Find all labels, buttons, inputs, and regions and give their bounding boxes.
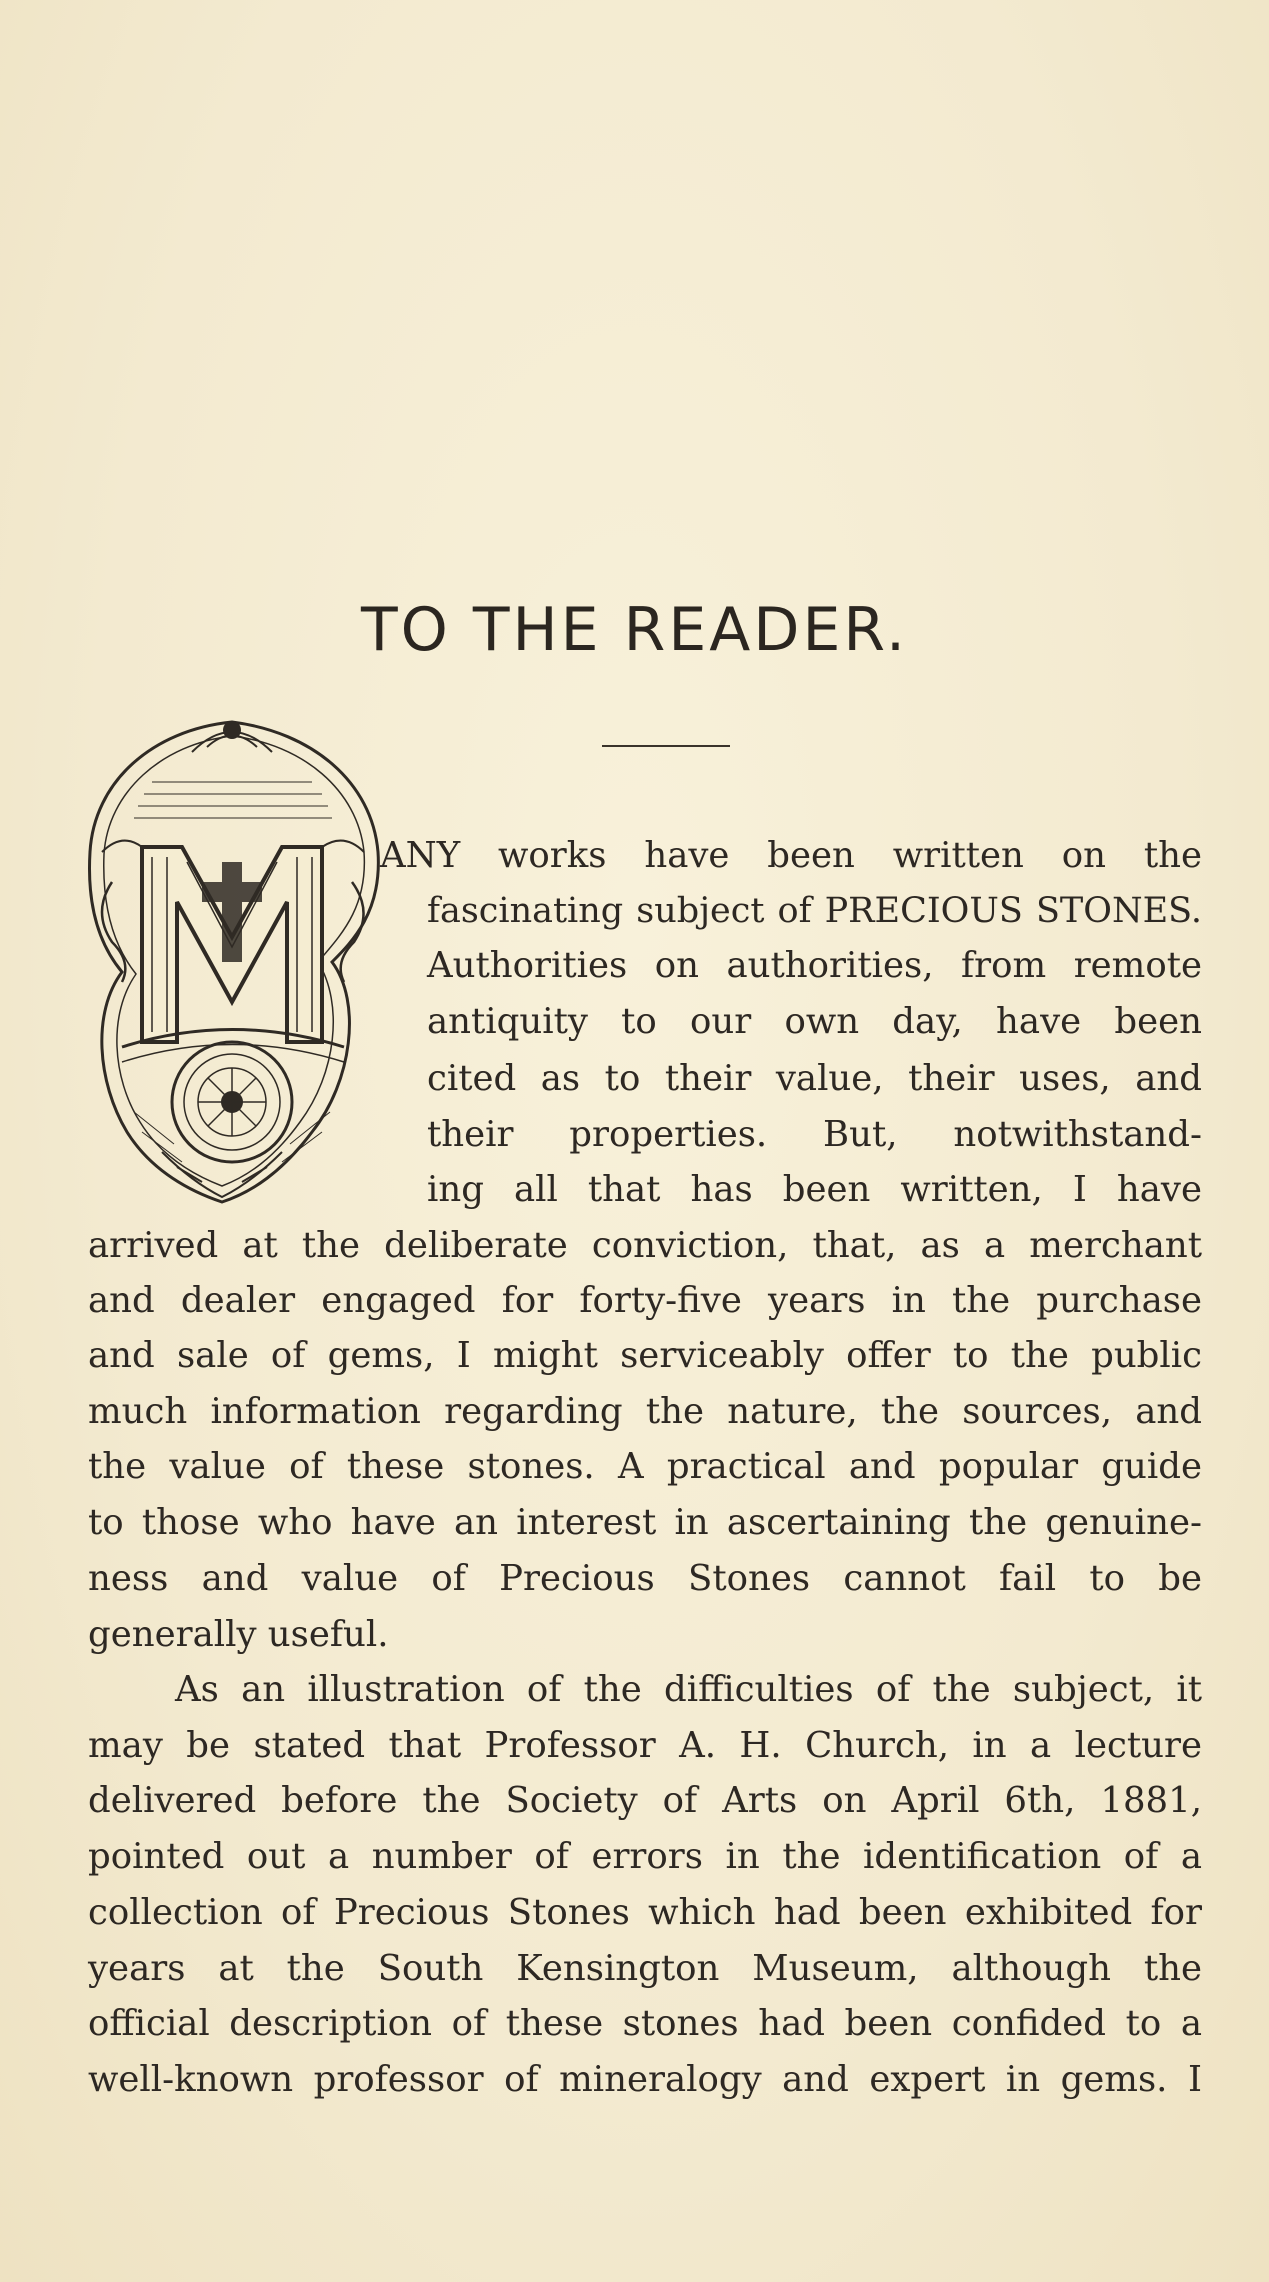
paragraph2-line-7: official description of these stones had been confided to a [88,2003,1202,2044]
paragraph1-line-10: and sale of gems, I might serviceably offer to the public [88,1335,1202,1376]
title-rule [602,745,730,747]
paragraph1-line-5: cited as to their value, their uses, and [427,1058,1202,1099]
paragraph2-line-5: collection of Precious Stones which had been exhibited for [88,1892,1202,1933]
paragraph1-line-6: their properties. But, notwithstand- [427,1114,1202,1155]
paragraph2-line-8: well-known professor of mineralogy and expert in gems. I [88,2059,1202,2100]
page-title: TO THE READER. [360,595,909,665]
paragraph2-line-3: delivered before the Society of Arts on April 6th, 1881, [88,1780,1202,1821]
paragraph1-line-9: and dealer engaged for forty-five years in the purchase [88,1280,1202,1321]
paragraph2-line-2: may be stated that Professor A. H. Church, in a lecture [88,1725,1202,1766]
paragraph1-line-3: Authorities on authorities, from remote [427,945,1202,986]
paragraph1-line-13: to those who have an interest in ascertaining the genuine- [88,1502,1202,1543]
paragraph1-line-15: generally useful. [88,1614,389,1655]
paragraph1-line-2: fascinating subject of PRECIOUS STONES. [427,891,1202,931]
ornate-drop-cap-m-icon [82,712,388,1212]
paragraph1-line-14: ness and value of Precious Stones cannot fail to be [88,1558,1202,1599]
paragraph1-line-4: antiquity to our own day, have been [427,1001,1202,1042]
paragraph1-line-7: ing all that has been written, I have [427,1169,1202,1210]
paragraph1-line-12: the value of these stones. A practical and popular guide [88,1446,1202,1487]
paragraph1-line-1: ANY works have been written on the [380,835,1202,876]
paragraph2-line-6: years at the South Kensington Museum, although the [88,1948,1202,1989]
paragraph1-line-11: much information regarding the nature, the sources, and [88,1391,1202,1432]
paragraph1-line-8: arrived at the deliberate conviction, that, as a merchant [88,1225,1202,1266]
paragraph2-line-4: pointed out a number of errors in the identification of a [88,1836,1202,1877]
paragraph2-line-1: As an illustration of the difficulties of the subject, it [175,1669,1202,1710]
